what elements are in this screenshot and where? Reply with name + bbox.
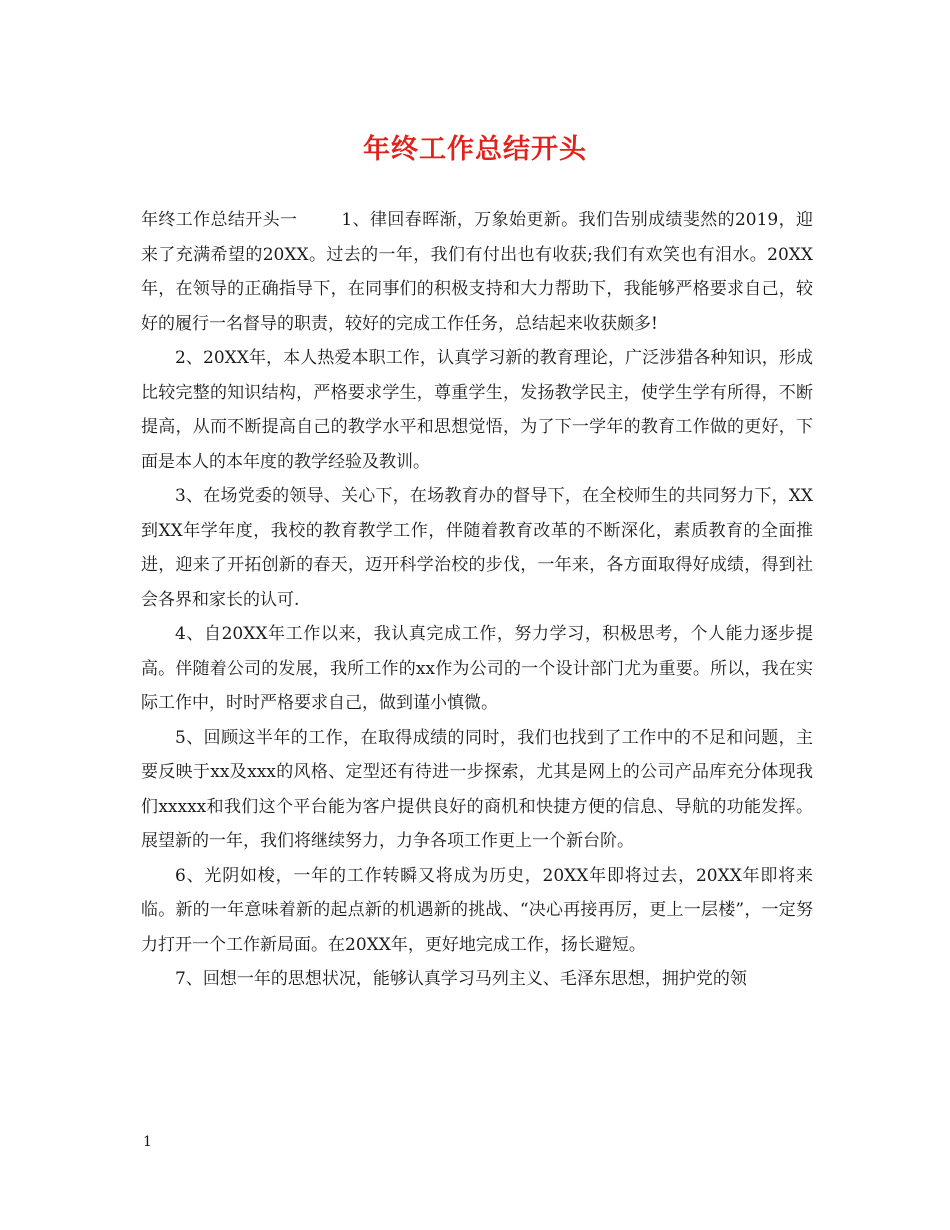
paragraph-3: 3、在场党委的领导、关心下，在场教育办的督导下，在全校师生的共同努力下，XX到XX年学年度，我校的教育教学工作，伴随着教育改革的不断深化，素质教育的全面推进，迎来了开拓创新的春天，迈开科学治校的步伐，一年来，各方面取得好成绩，得到社会各界和家长的认可. bbox=[141, 486, 813, 610]
document-body bbox=[141, 203, 813, 997]
paragraph-7: 7、回想一年的思想状况，能够认真学习马列主义、毛泽东思想，拥护党的领 bbox=[175, 969, 747, 989]
paragraph-2: 2、20XX年，本人热爱本职工作，认真学习新的教育理论，广泛涉猎各种知识，形成比较完整的知识结构，严格要求学生，尊重学生，发扬教学民主，使学生学有所得，不断提高，从而不断提高自己的教学水平和思想觉悟，为了下一学年的教育工作做的更好，下面是本人的本年度的教学经验及教训。 bbox=[141, 348, 813, 472]
paragraph-6: 6、光阴如梭，一年的工作转瞬又将成为历史，20XX年即将过去，20XX年即将来临。新的一年意味着新的起点新的机遇新的挑战、“决心再接再厉，更上一层楼”，一定努力打开一个工作新局面。在20XX年，更好地完成工作，扬长避短。 bbox=[141, 865, 813, 955]
paragraph-1 bbox=[141, 203, 813, 341]
paragraph-4: 4、自20XX年工作以来，我认真完成工作，努力学习，积极思考，个人能力逐步提高。伴随着公司的发展，我所工作的xx作为公司的一个设计部门尤为重要。所以，我在实际工作中，时时严格要求自己，做到谨小慎微。 bbox=[141, 624, 813, 713]
intro-label: 年终工作总结开头一 bbox=[141, 210, 298, 230]
paragraph-1-text: 1、律回春晖渐，万象始更新。我们告别成绩斐然的2019，迎来了充满希望的20XX。过去的一年，我们有付出也有收获;我们有欢笑也有泪水。20XX年，在领导的正确指导下，在同事们的积极支持和大力帮助下，我能够严格要求自己，较好的履行一名督导的职责，较好的完成工作任务，总结起来收获颇多! bbox=[141, 210, 813, 334]
paragraph-5: 5、回顾这半年的工作，在取得成绩的同时，我们也找到了工作中的不足和问题，主要反映于xx及xxx的风格、定型还有待进一步探索，尤其是网上的公司产品库充分体现我们xxxxx和我们这个平台能为客户提供良好的商机和快捷方便的信息、导航的功能发挥。展望新的一年，我们将继续努力，力争各项工作更上一个新台阶。 bbox=[141, 727, 813, 851]
document-title: 年终工作总结开头 bbox=[363, 134, 587, 165]
page-number: 1 bbox=[143, 1134, 152, 1150]
